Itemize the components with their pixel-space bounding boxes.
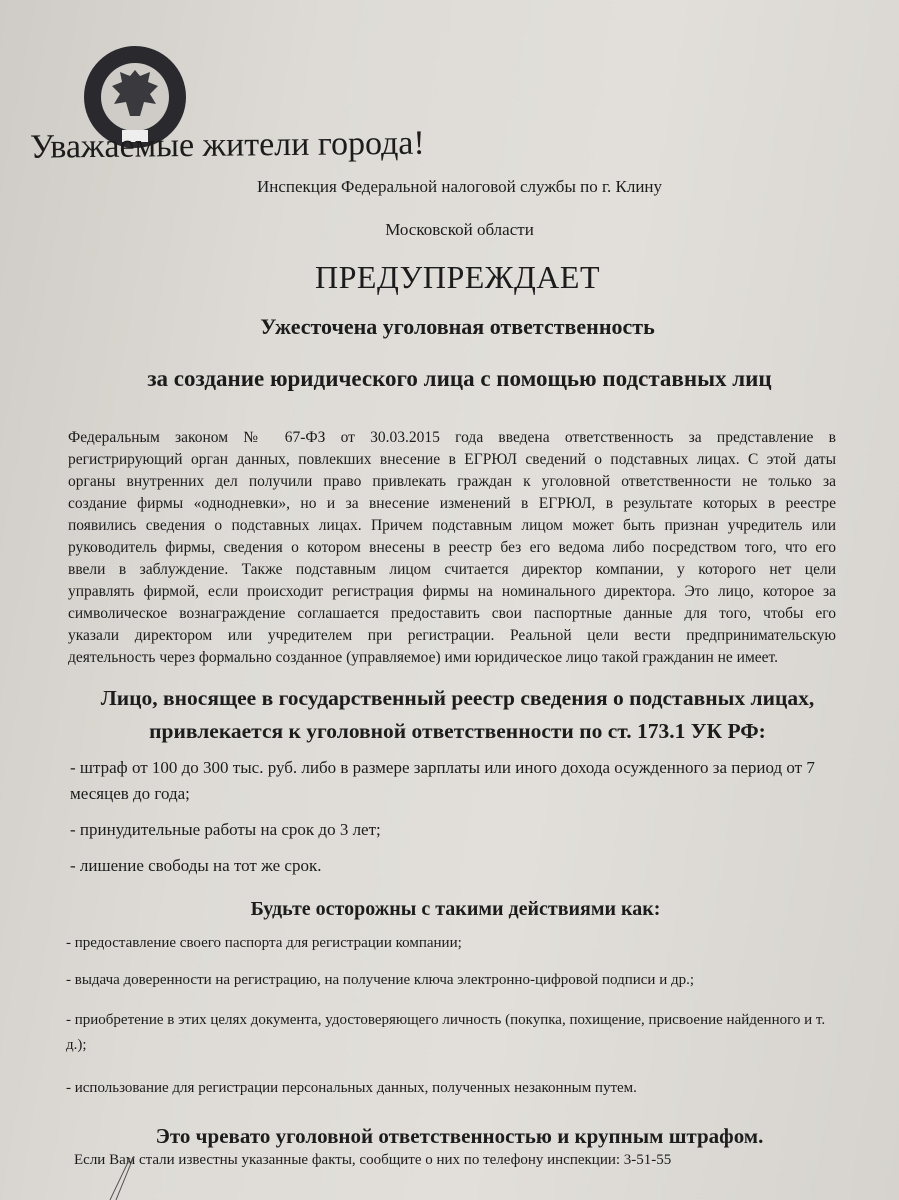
paragraph-line: деятельность через формально созданное (управляемое) ими юридическое лицо такой гражданин не имеет. [68, 649, 779, 666]
caution-heading: Будьте осторожны с такими действиями как: [250, 898, 661, 920]
paragraph-line: указали директором или учредителем при регистрации. Реальной цели вести предпринимательскую [68, 627, 836, 644]
paragraph-line: появились сведения о подставных лицах. Причем подставным лицом может быть признан учредитель или [68, 517, 836, 534]
paragraph-line: символическое вознаграждение соглашается предоставить свои паспортные данные для того, чтобы его [68, 605, 836, 622]
article-heading-line: Лицо, вносящее в государственный реестр сведения о подставных лицах, [100, 686, 815, 710]
paragraph-line: Федеральным законом № 67-ФЗ от 30.03.2015 года введена ответственность за представление в [68, 429, 836, 446]
paragraph-line: органы внутренних дел получили право привлекать граждан к уголовной ответственности не только за [68, 473, 836, 490]
paragraph-line: руководитель фирмы, сведения о котором внесены в реестр без его ведома либо посредством того, что его [68, 539, 836, 556]
consequence-heading: Это чревато уголовной ответственностью и крупным штрафом. [155, 1124, 764, 1148]
contact-line: Если Вам стали известны указанные факты, сообщите о них по телефону инспекции: 3-51-55 [74, 1152, 672, 1168]
article-heading-line: привлекается к уголовной ответственности по ст. 173.1 УК РФ: [149, 719, 766, 743]
subheading-liability: Ужесточена уголовная ответственность [260, 314, 655, 339]
paragraph-line: регистрирующий орган данных, повлекших внесение в ЕГРЮЛ сведений о подставных лицах. С этой даты [68, 451, 836, 468]
paragraph-line: создание фирмы «однодневки», но и за внесение изменений в ЕГРЮЛ, в результате которых в реестре [68, 495, 836, 512]
warning-heading: ПРЕДУПРЕЖДАЕТ [315, 259, 600, 295]
subheading-nominee: за создание юридического лица с помощью подставных лиц [147, 366, 772, 391]
paragraph-line: ввели в заблуждение. Также подставным лицом считается директор компании, у которого нет цели [68, 561, 836, 578]
inspection-name: Инспекция Федеральной налоговой службы по г. Клину [256, 177, 663, 196]
penalty-item: - штраф от 100 до 300 тыс. руб. либо в размере зарплаты или иного дохода осужденного за период от 7 месяцев до года; [70, 758, 815, 803]
penalty-item: - лишение свободы на тот же срок. [70, 856, 322, 875]
action-item: - предоставление своего паспорта для регистрации компании; [66, 935, 462, 951]
action-item: - использование для регистрации персональных данных, полученных незаконным путем. [66, 1080, 637, 1096]
page-title: Уважаемые жители города! [29, 124, 425, 166]
region-name: Московской области [385, 220, 534, 239]
penalty-item: - принудительные работы на срок до 3 лет; [70, 820, 381, 839]
article-heading [8, 682, 899, 748]
action-item: - приобретение в этих целях документа, удостоверяющего личность (покупка, похищение, присвоение найденного и т. д.); [66, 1012, 826, 1053]
pen-mark-icon [40, 1150, 160, 1200]
body-paragraph [68, 427, 836, 669]
paragraph-line: управлять фирмой, если происходит регистрация фирмы на номинального директора. Это лицо, которое за [68, 583, 836, 600]
action-item: - выдача доверенности на регистрацию, на получение ключа электронно-цифровой подписи и др.; [66, 972, 695, 988]
